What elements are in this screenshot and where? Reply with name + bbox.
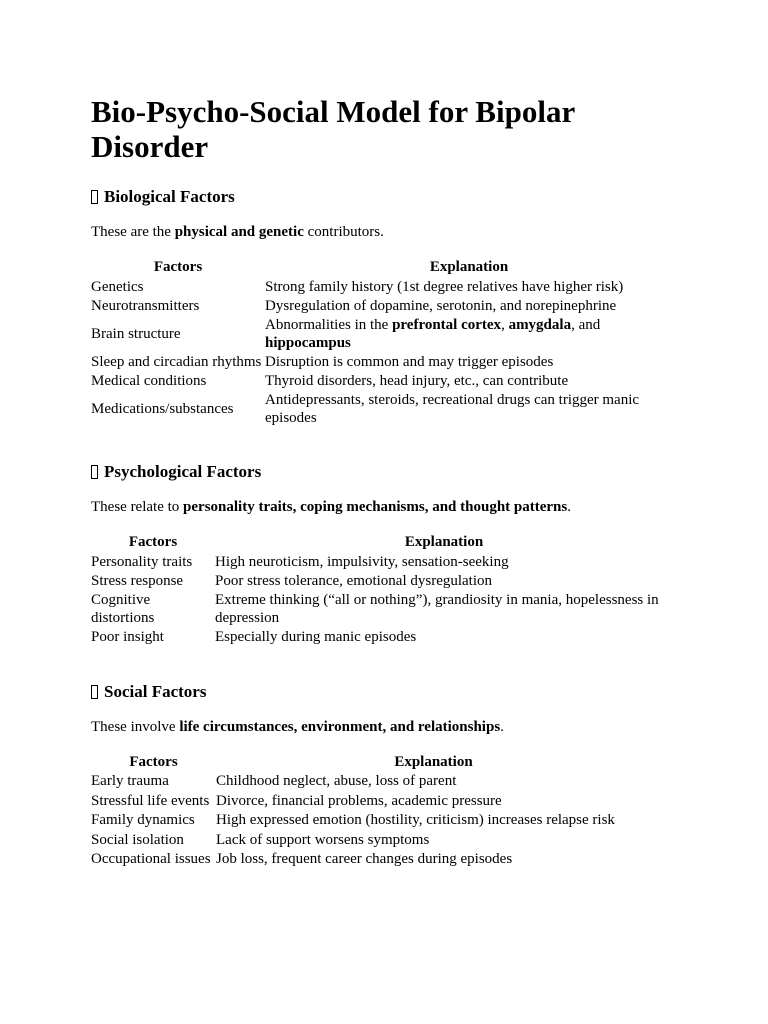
- explanation-cell: Strong family history (1st degree relatives have higher risk): [265, 278, 624, 295]
- section-heading-text: Social Factors: [104, 681, 207, 701]
- document-page: [91, 94, 681, 903]
- explanation-cell: Extreme thinking (“all or nothing”), grandiosity in mania, hopelessness in depression: [215, 592, 659, 626]
- missing-glyph-icon: [91, 190, 98, 204]
- section-intro: [91, 222, 681, 242]
- explanation-cell: Job loss, frequent career changes during episodes: [216, 851, 513, 868]
- section-heading: [91, 681, 681, 703]
- document-title: Bio-Psycho-Social Model for Bipolar Disorder: [91, 94, 575, 164]
- column-header-factors: Factors: [153, 259, 203, 275]
- explanation-cell: Thyroid disorders, head injury, etc., can contribute: [265, 373, 569, 390]
- table-body: [91, 772, 651, 870]
- factor-cell: Stress response: [91, 573, 184, 590]
- column-header-factors: Factors: [128, 534, 178, 550]
- explanation-text: Abnormalities in the: [265, 317, 393, 333]
- intro-text-end: contributors.: [303, 224, 384, 240]
- explanation-cell: Poor stress tolerance, emotional dysregulation: [215, 573, 493, 590]
- factor-cell: Brain structure: [91, 326, 181, 342]
- explanation-cell: High neuroticism, impulsivity, sensation-seeking: [215, 553, 509, 570]
- explanation-cell: Divorce, financial problems, academic pressure: [216, 792, 502, 809]
- table-row: [91, 572, 673, 592]
- factors-table: [91, 257, 673, 427]
- column-header-factors: Factors: [129, 753, 178, 770]
- factor-cell: Medications/substances: [91, 401, 234, 417]
- factor-cell: Medical conditions: [91, 373, 207, 390]
- factors-table: [91, 752, 651, 870]
- missing-glyph-icon: [91, 685, 98, 699]
- table-row: [91, 811, 651, 831]
- explanation-cell: Especially during manic episodes: [215, 628, 417, 645]
- factor-cell: Genetics: [91, 278, 144, 295]
- factor-cell: Sleep and circadian rhythms: [91, 353, 262, 370]
- section-biological: [91, 186, 681, 427]
- column-header-explanation: Explanation: [429, 259, 509, 275]
- table-row: [91, 352, 673, 372]
- factor-cell: Social isolation: [91, 831, 184, 848]
- explanation-cell: Lack of support worsens symptoms: [216, 831, 430, 848]
- explanation-cell: High expressed emotion (hostility, criticism) increases relapse risk: [216, 812, 615, 829]
- factor-cell: Poor insight: [91, 628, 164, 645]
- section-psychological: [91, 461, 681, 647]
- section-heading-text: Psychological Factors: [104, 462, 262, 481]
- section-heading: [91, 461, 681, 483]
- column-header-explanation: Explanation: [404, 534, 484, 550]
- factor-cell: Stressful life events: [91, 792, 210, 809]
- explanation-cell: Disruption is common and may trigger episodes: [265, 353, 554, 370]
- table-body: [91, 552, 673, 647]
- intro-text: These relate to: [91, 499, 184, 515]
- explanation-text: , and: [571, 317, 601, 333]
- factor-cell: Family dynamics: [91, 812, 195, 829]
- explanation-bold-term: prefrontal cortex: [392, 317, 502, 333]
- table-row: [91, 372, 673, 392]
- intro-text-end: .: [567, 499, 571, 515]
- intro-bold-text: life circumstances, environment, and relationships: [179, 718, 501, 735]
- table-row: [91, 591, 673, 627]
- missing-glyph-icon: [91, 465, 98, 479]
- table-row: [91, 850, 651, 870]
- table-row: [91, 297, 673, 317]
- factor-cell: Personality traits: [91, 553, 193, 570]
- factor-cell: Early trauma: [91, 773, 169, 790]
- section-intro: [91, 717, 681, 737]
- explanation-bold-term: hippocampus: [265, 335, 351, 351]
- section-social: [91, 681, 681, 870]
- explanation-bold-term: amygdala: [508, 317, 572, 333]
- table-row: [91, 627, 673, 647]
- explanation-cell: Childhood neglect, abuse, loss of parent: [216, 773, 457, 790]
- table-row: [91, 391, 673, 427]
- table-row: [91, 791, 651, 811]
- intro-text: These involve: [91, 718, 180, 735]
- explanation-cell: [265, 316, 673, 352]
- explanation-cell: Antidepressants, steroids, recreational drugs can trigger manic episodes: [265, 392, 640, 426]
- section-heading-text: Biological Factors: [104, 187, 235, 206]
- intro-bold-text: physical and genetic: [174, 224, 304, 240]
- factors-table: [91, 532, 673, 647]
- factor-cell: Cognitive distortions: [91, 592, 155, 626]
- section-intro: [91, 497, 681, 517]
- table-row: [91, 772, 651, 792]
- intro-text: These are the: [91, 224, 175, 240]
- table-row: [91, 552, 673, 572]
- explanation-text: ,: [501, 317, 509, 333]
- table-body: [91, 277, 673, 427]
- factor-cell: Occupational issues: [91, 851, 211, 868]
- explanation-cell: Dysregulation of dopamine, serotonin, and norepinephrine: [265, 298, 617, 315]
- table-row: [91, 316, 673, 352]
- intro-bold-text: personality traits, coping mechanisms, and thought patterns: [183, 499, 568, 515]
- column-header-explanation: Explanation: [394, 753, 473, 770]
- section-heading: [91, 186, 681, 208]
- table-row: [91, 830, 651, 850]
- intro-text-end: .: [500, 718, 504, 735]
- factor-cell: Neurotransmitters: [91, 298, 200, 315]
- table-row: [91, 277, 673, 297]
